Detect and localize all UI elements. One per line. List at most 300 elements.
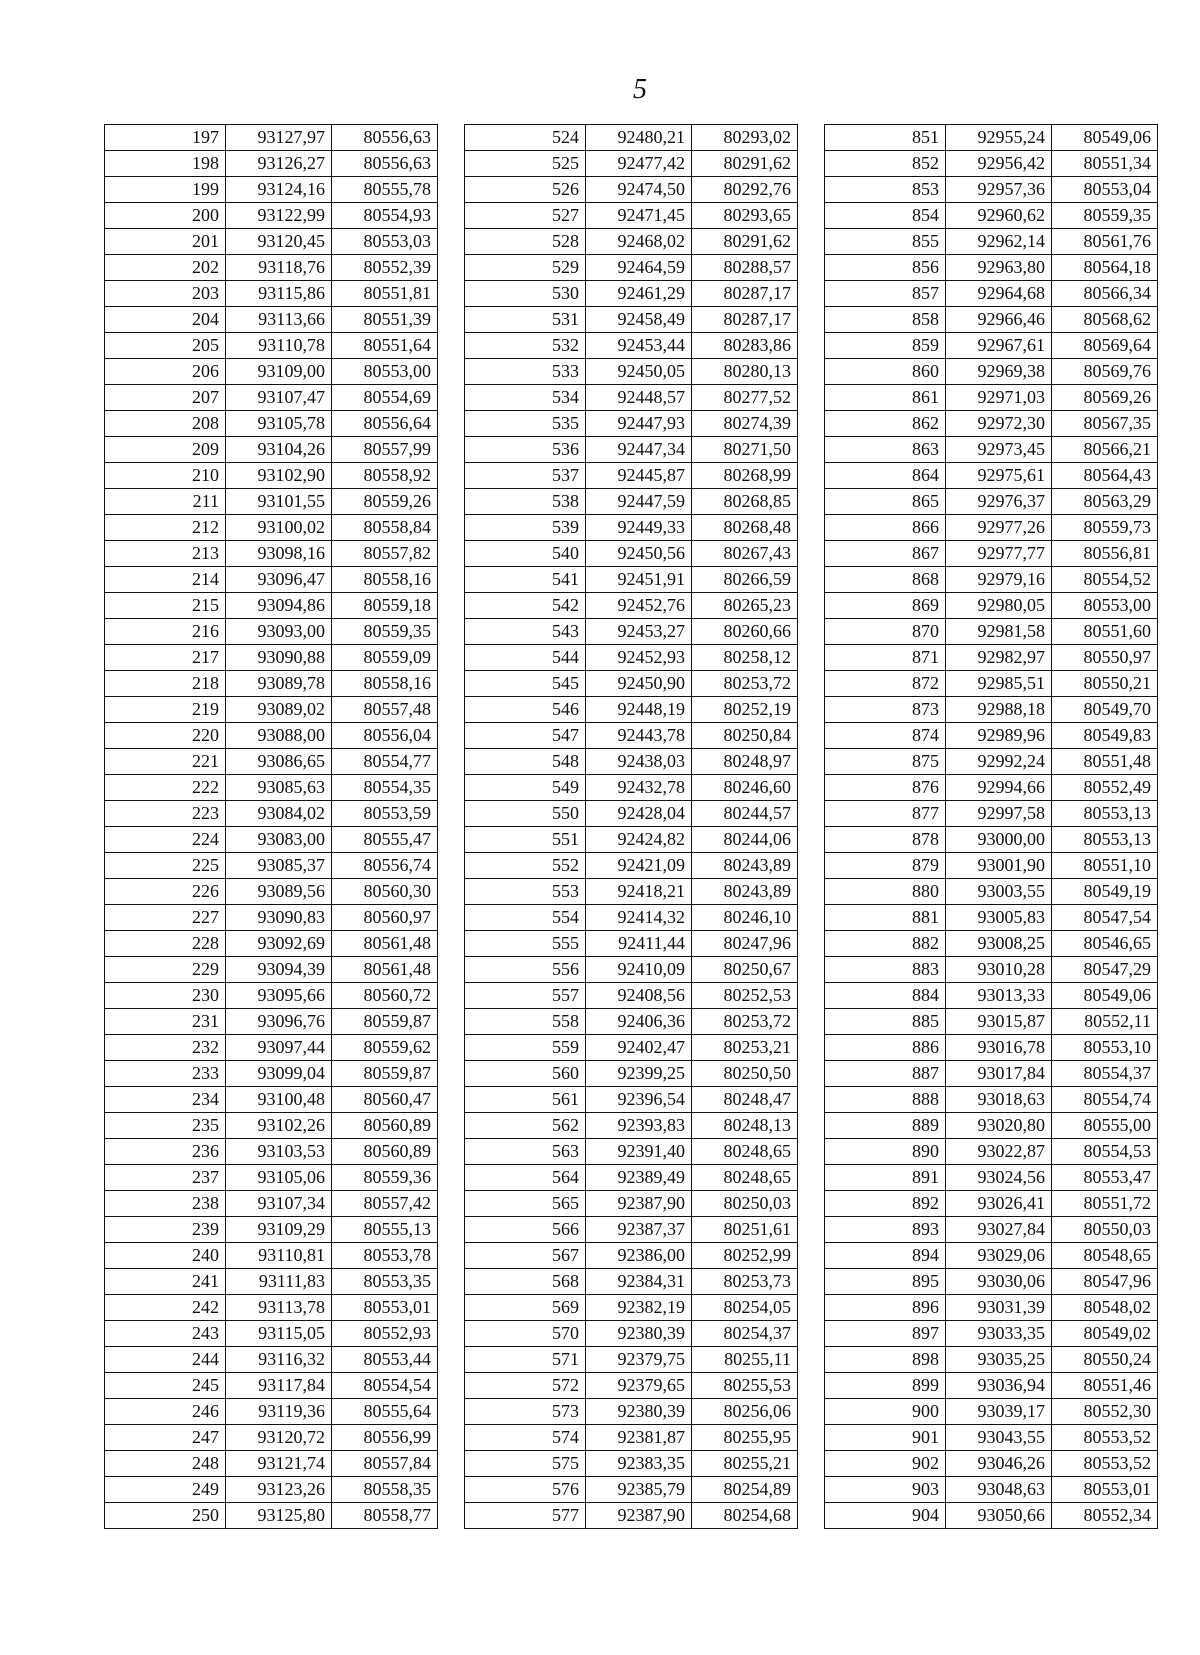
y-coordinate-cell: 80551,60: [1052, 619, 1158, 645]
point-number-cell: 211: [105, 489, 226, 515]
point-number-cell: 531: [465, 307, 586, 333]
point-number-cell: 874: [825, 723, 946, 749]
table-row: [105, 593, 438, 619]
y-coordinate-cell: 80252,19: [692, 697, 798, 723]
table-row: [105, 1191, 438, 1217]
x-coordinate-cell: 93094,86: [226, 593, 332, 619]
x-coordinate-cell: 93090,88: [226, 645, 332, 671]
table-row: [465, 671, 798, 697]
table-row: [465, 619, 798, 645]
point-number-cell: 556: [465, 957, 586, 983]
point-number-cell: 207: [105, 385, 226, 411]
table-row: [105, 931, 438, 957]
y-coordinate-cell: 80561,48: [332, 957, 438, 983]
table-row: [825, 515, 1158, 541]
y-coordinate-cell: 80557,84: [332, 1451, 438, 1477]
point-number-cell: 237: [105, 1165, 226, 1191]
y-coordinate-cell: 80274,39: [692, 411, 798, 437]
x-coordinate-cell: 93043,55: [946, 1425, 1052, 1451]
table-row: [465, 1243, 798, 1269]
y-coordinate-cell: 80267,43: [692, 541, 798, 567]
y-coordinate-cell: 80248,65: [692, 1139, 798, 1165]
point-number-cell: 572: [465, 1373, 586, 1399]
y-coordinate-cell: 80293,02: [692, 125, 798, 151]
point-number-cell: 228: [105, 931, 226, 957]
y-coordinate-cell: 80255,11: [692, 1347, 798, 1373]
point-number-cell: 200: [105, 203, 226, 229]
table-row: [105, 1373, 438, 1399]
y-coordinate-cell: 80564,18: [1052, 255, 1158, 281]
x-coordinate-cell: 92452,76: [586, 593, 692, 619]
table-row: [465, 645, 798, 671]
point-number-cell: 242: [105, 1295, 226, 1321]
point-number-cell: 873: [825, 697, 946, 723]
point-number-cell: 893: [825, 1217, 946, 1243]
x-coordinate-cell: 92380,39: [586, 1399, 692, 1425]
table-row: [105, 1243, 438, 1269]
x-coordinate-cell: 92452,93: [586, 645, 692, 671]
x-coordinate-cell: 92450,90: [586, 671, 692, 697]
y-coordinate-cell: 80553,01: [332, 1295, 438, 1321]
table-row: [825, 1243, 1158, 1269]
x-coordinate-cell: 92408,56: [586, 983, 692, 1009]
x-coordinate-cell: 92379,75: [586, 1347, 692, 1373]
y-coordinate-cell: 80559,18: [332, 593, 438, 619]
page-number: 5: [633, 74, 647, 105]
point-number-cell: 855: [825, 229, 946, 255]
y-coordinate-cell: 80254,37: [692, 1321, 798, 1347]
y-coordinate-cell: 80253,21: [692, 1035, 798, 1061]
point-number-cell: 852: [825, 151, 946, 177]
table-row: [465, 905, 798, 931]
table-row: [465, 1139, 798, 1165]
y-coordinate-cell: 80552,93: [332, 1321, 438, 1347]
coordinate-table-1: [104, 124, 438, 1529]
x-coordinate-cell: 93117,84: [226, 1373, 332, 1399]
point-number-cell: 198: [105, 151, 226, 177]
y-coordinate-cell: 80287,17: [692, 307, 798, 333]
y-coordinate-cell: 80560,89: [332, 1139, 438, 1165]
y-coordinate-cell: 80555,78: [332, 177, 438, 203]
x-coordinate-cell: 93085,63: [226, 775, 332, 801]
x-coordinate-cell: 92994,66: [946, 775, 1052, 801]
point-number-cell: 576: [465, 1477, 586, 1503]
table-row: [105, 1139, 438, 1165]
table-row: [465, 1477, 798, 1503]
table-row: [465, 437, 798, 463]
x-coordinate-cell: 93102,90: [226, 463, 332, 489]
point-number-cell: 568: [465, 1269, 586, 1295]
point-number-cell: 557: [465, 983, 586, 1009]
table-row: [465, 1217, 798, 1243]
x-coordinate-cell: 93120,72: [226, 1425, 332, 1451]
table-row: [465, 1425, 798, 1451]
table-row: [105, 905, 438, 931]
x-coordinate-cell: 92447,93: [586, 411, 692, 437]
x-coordinate-cell: 93031,39: [946, 1295, 1052, 1321]
x-coordinate-cell: 92386,00: [586, 1243, 692, 1269]
point-number-cell: 566: [465, 1217, 586, 1243]
table-row: [825, 255, 1158, 281]
table-row: [105, 411, 438, 437]
y-coordinate-cell: 80548,02: [1052, 1295, 1158, 1321]
x-coordinate-cell: 92464,59: [586, 255, 692, 281]
table-row: [105, 177, 438, 203]
x-coordinate-cell: 93107,34: [226, 1191, 332, 1217]
table-row: [465, 307, 798, 333]
x-coordinate-cell: 93020,80: [946, 1113, 1052, 1139]
y-coordinate-cell: 80555,13: [332, 1217, 438, 1243]
point-number-cell: 859: [825, 333, 946, 359]
table-row: [465, 281, 798, 307]
table-row: [105, 359, 438, 385]
table-row: [825, 1087, 1158, 1113]
y-coordinate-cell: 80553,01: [1052, 1477, 1158, 1503]
table-row: [825, 853, 1158, 879]
point-number-cell: 886: [825, 1035, 946, 1061]
table-row: [105, 1425, 438, 1451]
point-number-cell: 856: [825, 255, 946, 281]
x-coordinate-cell: 93005,83: [946, 905, 1052, 931]
x-coordinate-cell: 93104,26: [226, 437, 332, 463]
table-row: [465, 931, 798, 957]
y-coordinate-cell: 80291,62: [692, 151, 798, 177]
table-row: [105, 671, 438, 697]
y-coordinate-cell: 80253,73: [692, 1269, 798, 1295]
x-coordinate-cell: 93026,41: [946, 1191, 1052, 1217]
point-number-cell: 851: [825, 125, 946, 151]
point-number-cell: 217: [105, 645, 226, 671]
table-row: [825, 437, 1158, 463]
table-row: [105, 1321, 438, 1347]
x-coordinate-cell: 93113,78: [226, 1295, 332, 1321]
y-coordinate-cell: 80248,97: [692, 749, 798, 775]
x-coordinate-cell: 93101,55: [226, 489, 332, 515]
point-number-cell: 221: [105, 749, 226, 775]
x-coordinate-cell: 92447,34: [586, 437, 692, 463]
table-row: [105, 255, 438, 281]
x-coordinate-cell: 92384,31: [586, 1269, 692, 1295]
x-coordinate-cell: 92997,58: [946, 801, 1052, 827]
y-coordinate-cell: 80250,03: [692, 1191, 798, 1217]
x-coordinate-cell: 93089,56: [226, 879, 332, 905]
x-coordinate-cell: 92445,87: [586, 463, 692, 489]
y-coordinate-cell: 80248,47: [692, 1087, 798, 1113]
point-number-cell: 534: [465, 385, 586, 411]
table-row: [825, 957, 1158, 983]
table-row: [825, 541, 1158, 567]
point-number-cell: 903: [825, 1477, 946, 1503]
table-row: [105, 1113, 438, 1139]
table-row: [465, 1035, 798, 1061]
x-coordinate-cell: 92468,02: [586, 229, 692, 255]
y-coordinate-cell: 80558,77: [332, 1503, 438, 1529]
point-number-cell: 554: [465, 905, 586, 931]
point-number-cell: 230: [105, 983, 226, 1009]
table-row: [105, 125, 438, 151]
x-coordinate-cell: 92969,38: [946, 359, 1052, 385]
y-coordinate-cell: 80258,12: [692, 645, 798, 671]
y-coordinate-cell: 80547,29: [1052, 957, 1158, 983]
y-coordinate-cell: 80553,00: [1052, 593, 1158, 619]
point-number-cell: 235: [105, 1113, 226, 1139]
x-coordinate-cell: 93102,26: [226, 1113, 332, 1139]
x-coordinate-cell: 92458,49: [586, 307, 692, 333]
y-coordinate-cell: 80251,61: [692, 1217, 798, 1243]
x-coordinate-cell: 93099,04: [226, 1061, 332, 1087]
y-coordinate-cell: 80549,06: [1052, 983, 1158, 1009]
y-coordinate-cell: 80547,54: [1052, 905, 1158, 931]
point-number-cell: 234: [105, 1087, 226, 1113]
y-coordinate-cell: 80254,68: [692, 1503, 798, 1529]
x-coordinate-cell: 93118,76: [226, 255, 332, 281]
point-number-cell: 236: [105, 1139, 226, 1165]
point-number-cell: 558: [465, 1009, 586, 1035]
point-number-cell: 889: [825, 1113, 946, 1139]
y-coordinate-cell: 80243,89: [692, 853, 798, 879]
table-row: [825, 827, 1158, 853]
y-coordinate-cell: 80559,62: [332, 1035, 438, 1061]
y-coordinate-cell: 80558,16: [332, 671, 438, 697]
point-number-cell: 896: [825, 1295, 946, 1321]
point-number-cell: 577: [465, 1503, 586, 1529]
x-coordinate-cell: 93103,53: [226, 1139, 332, 1165]
x-coordinate-cell: 92955,24: [946, 125, 1052, 151]
x-coordinate-cell: 92963,80: [946, 255, 1052, 281]
y-coordinate-cell: 80246,60: [692, 775, 798, 801]
point-number-cell: 869: [825, 593, 946, 619]
table-row: [105, 1503, 438, 1529]
y-coordinate-cell: 80250,84: [692, 723, 798, 749]
x-coordinate-cell: 93088,00: [226, 723, 332, 749]
point-number-cell: 854: [825, 203, 946, 229]
point-number-cell: 249: [105, 1477, 226, 1503]
y-coordinate-cell: 80555,64: [332, 1399, 438, 1425]
x-coordinate-cell: 92424,82: [586, 827, 692, 853]
x-coordinate-cell: 92448,19: [586, 697, 692, 723]
y-coordinate-cell: 80291,62: [692, 229, 798, 255]
x-coordinate-cell: 92474,50: [586, 177, 692, 203]
point-number-cell: 880: [825, 879, 946, 905]
point-number-cell: 220: [105, 723, 226, 749]
table-row: [105, 853, 438, 879]
y-coordinate-cell: 80559,35: [1052, 203, 1158, 229]
table-row: [465, 385, 798, 411]
point-number-cell: 894: [825, 1243, 946, 1269]
point-number-cell: 539: [465, 515, 586, 541]
point-number-cell: 524: [465, 125, 586, 151]
point-number-cell: 575: [465, 1451, 586, 1477]
y-coordinate-cell: 80255,53: [692, 1373, 798, 1399]
point-number-cell: 565: [465, 1191, 586, 1217]
x-coordinate-cell: 92979,16: [946, 567, 1052, 593]
table-row: [105, 151, 438, 177]
table-row: [105, 775, 438, 801]
table-row: [105, 1061, 438, 1087]
table-row: [465, 1295, 798, 1321]
x-coordinate-cell: 92450,05: [586, 359, 692, 385]
point-number-cell: 555: [465, 931, 586, 957]
x-coordinate-cell: 92450,56: [586, 541, 692, 567]
point-number-cell: 538: [465, 489, 586, 515]
y-coordinate-cell: 80248,13: [692, 1113, 798, 1139]
table-row: [465, 827, 798, 853]
point-number-cell: 213: [105, 541, 226, 567]
table-row: [105, 801, 438, 827]
table-row: [465, 1061, 798, 1087]
y-coordinate-cell: 80554,77: [332, 749, 438, 775]
y-coordinate-cell: 80554,35: [332, 775, 438, 801]
x-coordinate-cell: 93124,16: [226, 177, 332, 203]
point-number-cell: 571: [465, 1347, 586, 1373]
x-coordinate-cell: 92980,05: [946, 593, 1052, 619]
x-coordinate-cell: 93094,39: [226, 957, 332, 983]
y-coordinate-cell: 80550,21: [1052, 671, 1158, 697]
point-number-cell: 540: [465, 541, 586, 567]
y-coordinate-cell: 80567,35: [1052, 411, 1158, 437]
table-row: [105, 281, 438, 307]
point-number-cell: 875: [825, 749, 946, 775]
x-coordinate-cell: 93100,48: [226, 1087, 332, 1113]
table-row: [825, 463, 1158, 489]
table-row: [465, 489, 798, 515]
x-coordinate-cell: 93127,97: [226, 125, 332, 151]
point-number-cell: 881: [825, 905, 946, 931]
table-row: [465, 255, 798, 281]
point-number-cell: 552: [465, 853, 586, 879]
y-coordinate-cell: 80255,95: [692, 1425, 798, 1451]
table-row: [825, 1113, 1158, 1139]
point-number-cell: 529: [465, 255, 586, 281]
y-coordinate-cell: 80292,76: [692, 177, 798, 203]
point-number-cell: 862: [825, 411, 946, 437]
x-coordinate-cell: 92385,79: [586, 1477, 692, 1503]
table-row: [465, 957, 798, 983]
point-number-cell: 898: [825, 1347, 946, 1373]
y-coordinate-cell: 80549,83: [1052, 723, 1158, 749]
y-coordinate-cell: 80557,82: [332, 541, 438, 567]
point-number-cell: 212: [105, 515, 226, 541]
table-row: [825, 775, 1158, 801]
y-coordinate-cell: 80566,21: [1052, 437, 1158, 463]
table-row: [465, 203, 798, 229]
table-row: [465, 1269, 798, 1295]
y-coordinate-cell: 80552,34: [1052, 1503, 1158, 1529]
x-coordinate-cell: 93107,47: [226, 385, 332, 411]
point-number-cell: 216: [105, 619, 226, 645]
table-row: [465, 1009, 798, 1035]
x-coordinate-cell: 92992,24: [946, 749, 1052, 775]
x-coordinate-cell: 92443,78: [586, 723, 692, 749]
table-row: [465, 1399, 798, 1425]
x-coordinate-cell: 92438,03: [586, 749, 692, 775]
y-coordinate-cell: 80549,19: [1052, 879, 1158, 905]
x-coordinate-cell: 93093,00: [226, 619, 332, 645]
y-coordinate-cell: 80252,53: [692, 983, 798, 1009]
y-coordinate-cell: 80551,39: [332, 307, 438, 333]
table-row: [465, 1321, 798, 1347]
x-coordinate-cell: 93013,33: [946, 983, 1052, 1009]
y-coordinate-cell: 80552,30: [1052, 1399, 1158, 1425]
point-number-cell: 541: [465, 567, 586, 593]
x-coordinate-cell: 92380,39: [586, 1321, 692, 1347]
x-coordinate-cell: 92985,51: [946, 671, 1052, 697]
y-coordinate-cell: 80550,97: [1052, 645, 1158, 671]
x-coordinate-cell: 92971,03: [946, 385, 1052, 411]
point-number-cell: 892: [825, 1191, 946, 1217]
table-row: [105, 1035, 438, 1061]
table-row: [105, 1451, 438, 1477]
point-number-cell: 537: [465, 463, 586, 489]
y-coordinate-cell: 80551,10: [1052, 853, 1158, 879]
point-number-cell: 240: [105, 1243, 226, 1269]
x-coordinate-cell: 92989,96: [946, 723, 1052, 749]
point-number-cell: 890: [825, 1139, 946, 1165]
x-coordinate-cell: 92966,46: [946, 307, 1052, 333]
table-row: [105, 749, 438, 775]
x-coordinate-cell: 92972,30: [946, 411, 1052, 437]
point-number-cell: 865: [825, 489, 946, 515]
point-number-cell: 564: [465, 1165, 586, 1191]
table-row: [465, 1113, 798, 1139]
x-coordinate-cell: 92967,61: [946, 333, 1052, 359]
table-row: [465, 801, 798, 827]
y-coordinate-cell: 80271,50: [692, 437, 798, 463]
y-coordinate-cell: 80569,64: [1052, 333, 1158, 359]
y-coordinate-cell: 80559,87: [332, 1061, 438, 1087]
point-number-cell: 243: [105, 1321, 226, 1347]
point-number-cell: 226: [105, 879, 226, 905]
x-coordinate-cell: 93123,26: [226, 1477, 332, 1503]
y-coordinate-cell: 80554,54: [332, 1373, 438, 1399]
point-number-cell: 861: [825, 385, 946, 411]
table-row: [105, 1217, 438, 1243]
y-coordinate-cell: 80552,49: [1052, 775, 1158, 801]
point-number-cell: 202: [105, 255, 226, 281]
point-number-cell: 248: [105, 1451, 226, 1477]
x-coordinate-cell: 93084,02: [226, 801, 332, 827]
point-number-cell: 573: [465, 1399, 586, 1425]
y-coordinate-cell: 80558,35: [332, 1477, 438, 1503]
y-coordinate-cell: 80560,30: [332, 879, 438, 905]
point-number-cell: 871: [825, 645, 946, 671]
y-coordinate-cell: 80556,63: [332, 125, 438, 151]
table-row: [465, 411, 798, 437]
point-number-cell: 888: [825, 1087, 946, 1113]
x-coordinate-cell: 93017,84: [946, 1061, 1052, 1087]
x-coordinate-cell: 92448,57: [586, 385, 692, 411]
x-coordinate-cell: 93050,66: [946, 1503, 1052, 1529]
table-row: [105, 541, 438, 567]
table-row: [465, 125, 798, 151]
x-coordinate-cell: 93095,66: [226, 983, 332, 1009]
x-coordinate-cell: 93000,00: [946, 827, 1052, 853]
point-number-cell: 246: [105, 1399, 226, 1425]
x-coordinate-cell: 93109,29: [226, 1217, 332, 1243]
y-coordinate-cell: 80554,53: [1052, 1139, 1158, 1165]
y-coordinate-cell: 80293,65: [692, 203, 798, 229]
table-row: [105, 619, 438, 645]
y-coordinate-cell: 80553,35: [332, 1269, 438, 1295]
point-number-cell: 229: [105, 957, 226, 983]
table-row: [105, 385, 438, 411]
table-row: [825, 1165, 1158, 1191]
table-row: [825, 489, 1158, 515]
y-coordinate-cell: 80553,59: [332, 801, 438, 827]
point-number-cell: 533: [465, 359, 586, 385]
y-coordinate-cell: 80553,78: [332, 1243, 438, 1269]
point-number-cell: 559: [465, 1035, 586, 1061]
